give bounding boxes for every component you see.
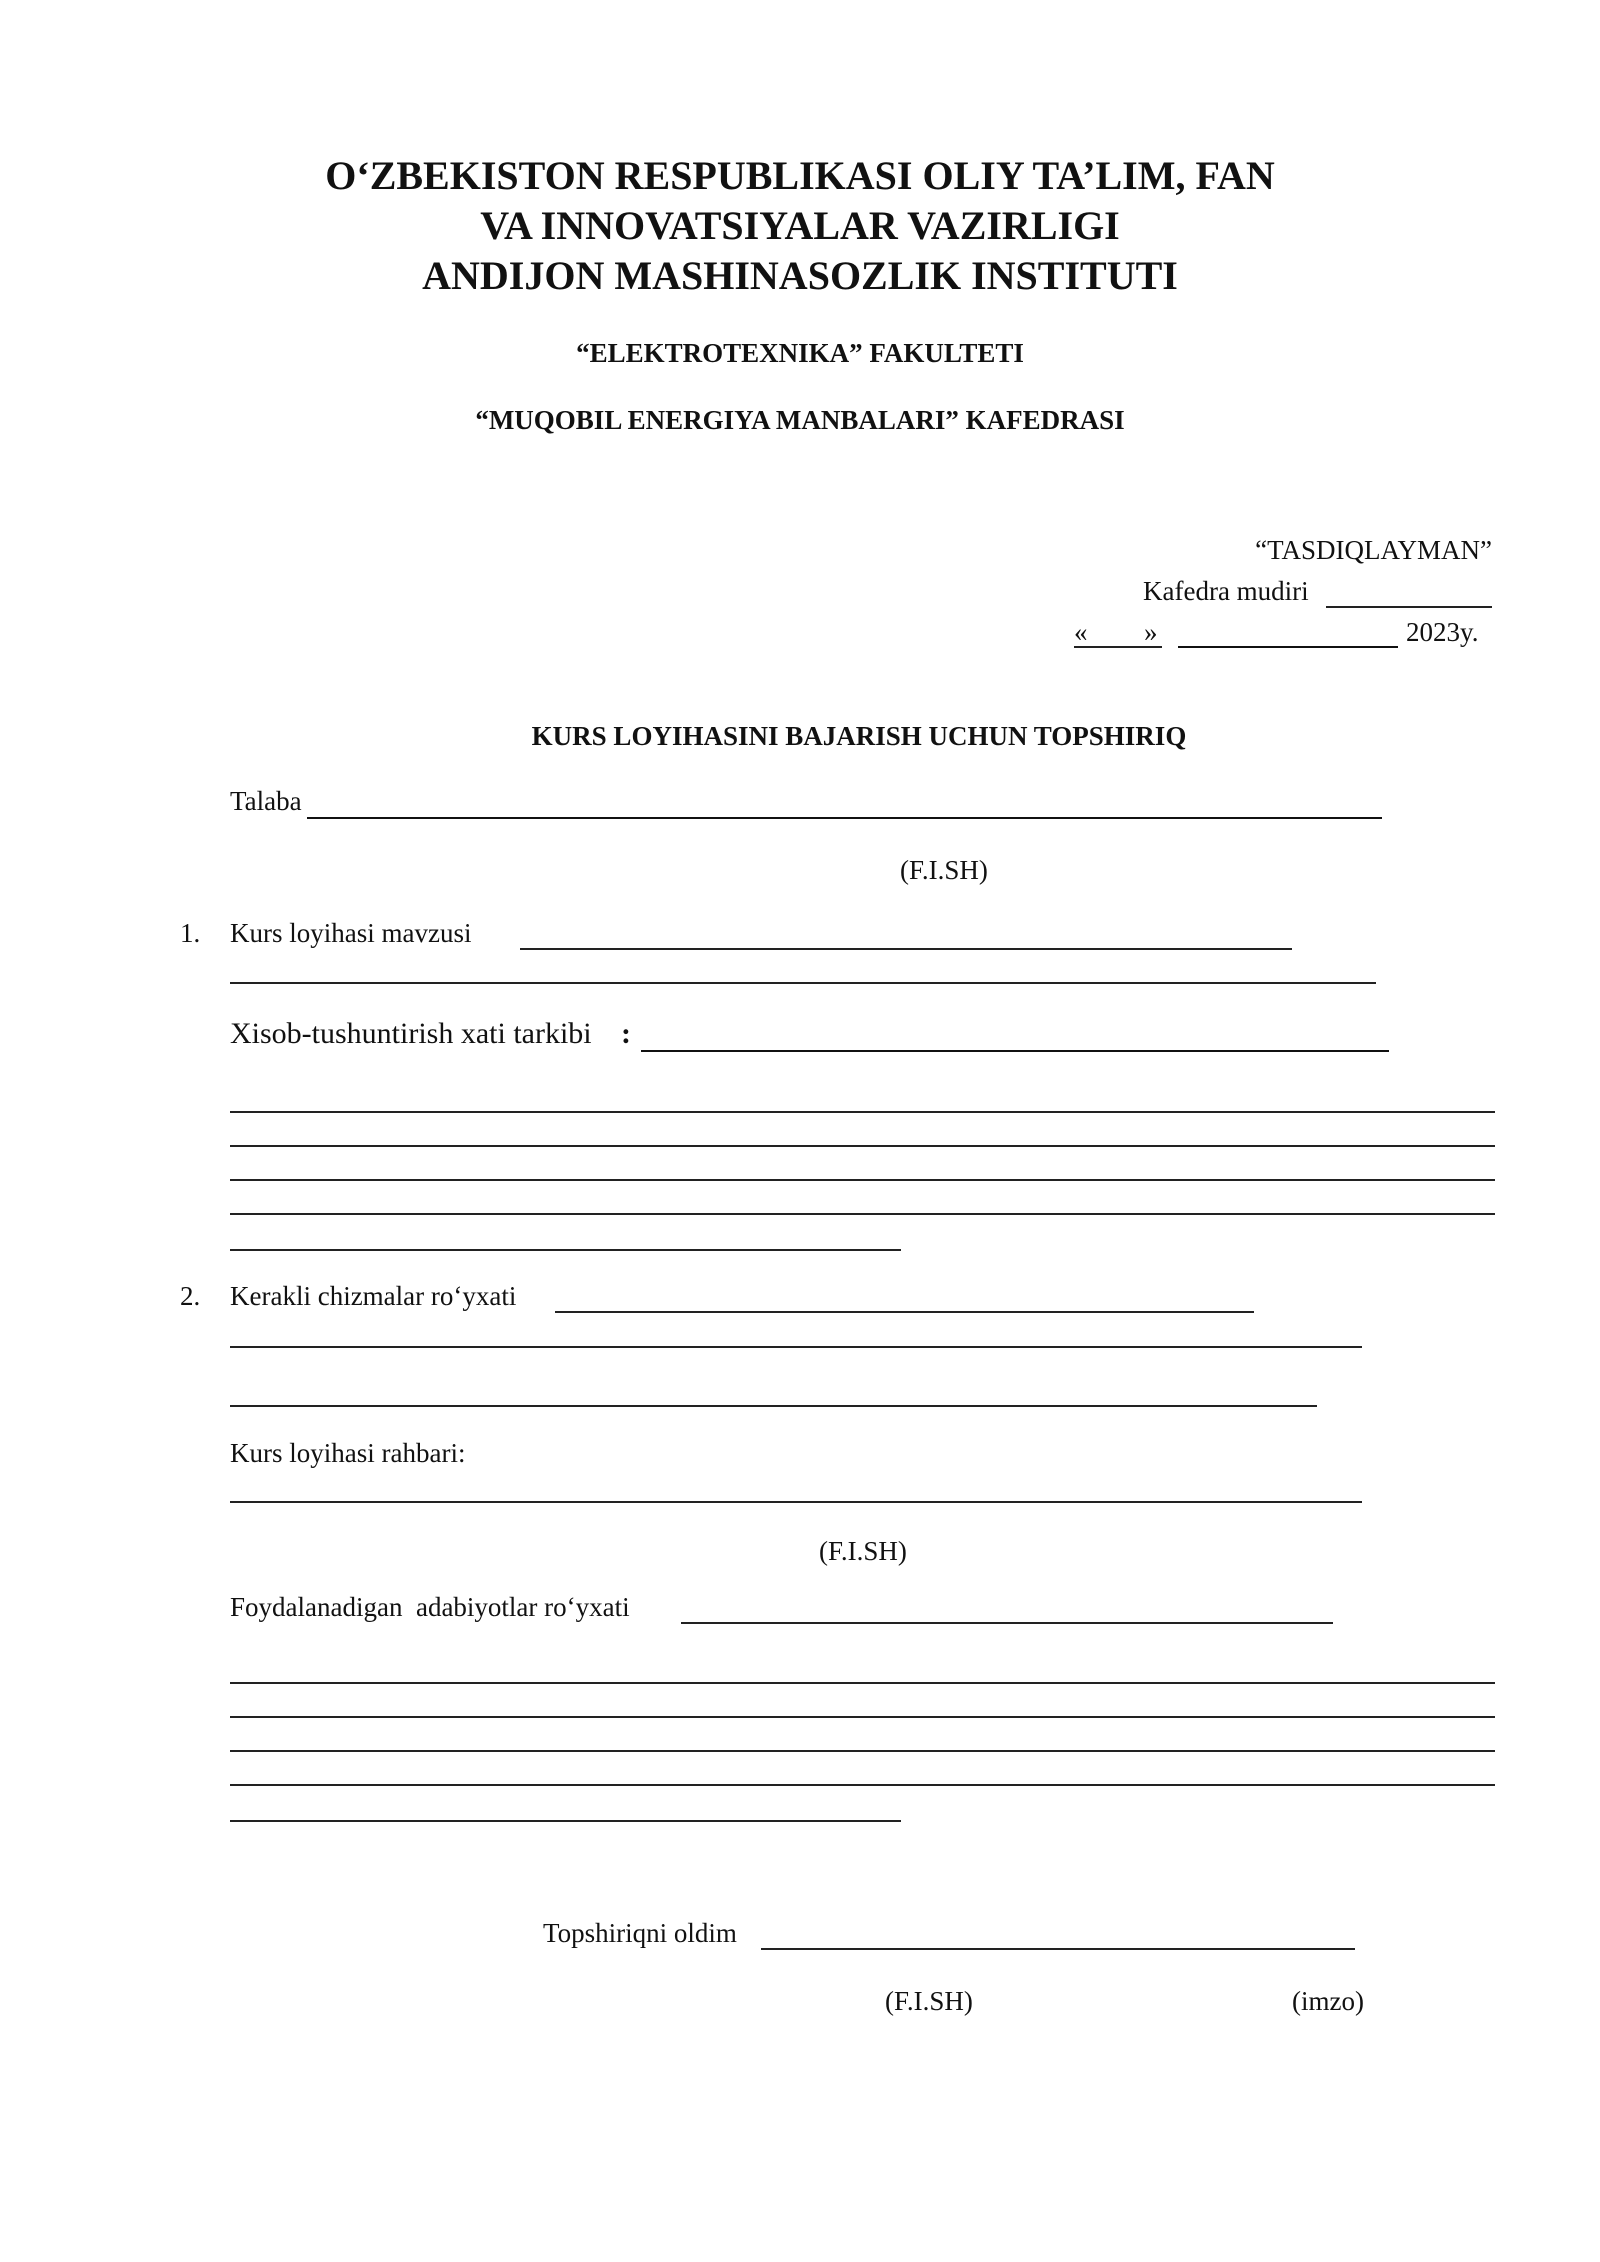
report-label: Xisob-tushuntirish xati tarkibi <box>230 1017 592 1050</box>
head-of-department-line[interactable] <box>1326 606 1492 608</box>
received-line[interactable] <box>761 1948 1355 1950</box>
item1-topic-line[interactable] <box>520 948 1292 950</box>
form-title: KURS LOYIHASINI BAJARISH UCHUN TOPSHIRIQ <box>531 721 1187 751</box>
drawings-line-3[interactable] <box>230 1405 1317 1407</box>
ministry-title-line2: VA INNOVATSIYALAR VAZIRLIGI <box>480 203 1120 248</box>
head-of-department-label: Kafedra mudiri <box>1143 576 1309 606</box>
literature-line-5[interactable] <box>230 1820 901 1822</box>
received-fish-caption: (F.I.SH) <box>885 1986 973 2016</box>
date-close-quote: » <box>1144 617 1158 647</box>
report-line-2[interactable] <box>230 1145 1495 1147</box>
item1-topic-line-2[interactable] <box>230 982 1376 984</box>
student-label: Talaba <box>230 786 302 816</box>
approval-title: “TASDIQLAYMAN” <box>1255 535 1492 565</box>
supervisor-fish-caption: (F.I.SH) <box>819 1536 907 1566</box>
report-line-3[interactable] <box>230 1179 1495 1181</box>
literature-label: Foydalanadigan adabiyotlar ro‘yxati <box>230 1592 630 1622</box>
ministry-title-line1: O‘ZBEKISTON RESPUBLIKASI OLIY TA’LIM, FAN <box>325 153 1275 198</box>
department-title: “MUQOBIL ENERGIYA MANBALARI” KAFEDRASI <box>475 405 1125 435</box>
supervisor-name-line[interactable] <box>230 1501 1362 1503</box>
date-year: 2023y. <box>1406 617 1479 647</box>
literature-line-1[interactable] <box>230 1682 1495 1684</box>
literature-line[interactable] <box>681 1622 1333 1624</box>
report-line-4[interactable] <box>230 1213 1495 1215</box>
date-open-quote: « <box>1074 617 1088 647</box>
received-label: Topshiriqni oldim <box>543 1918 737 1948</box>
institute-title: ANDIJON MASHINASOZLIK INSTITUTI <box>422 253 1178 298</box>
date-day-line[interactable] <box>1074 646 1162 648</box>
item2-label: Kerakli chizmalar ro‘yxati <box>230 1281 517 1311</box>
report-line[interactable] <box>641 1050 1389 1052</box>
student-name-line[interactable] <box>307 817 1382 819</box>
faculty-title: “ELEKTROTEXNIKA” FAKULTETI <box>576 338 1024 368</box>
date-month-line[interactable] <box>1178 646 1398 648</box>
item1-label: Kurs loyihasi mavzusi <box>230 918 472 948</box>
report-line-1[interactable] <box>230 1111 1495 1113</box>
literature-line-3[interactable] <box>230 1750 1495 1752</box>
report-colon: : <box>621 1017 631 1050</box>
signature-caption: (imzo) <box>1292 1986 1364 2016</box>
drawings-line[interactable] <box>555 1311 1254 1313</box>
report-line-5[interactable] <box>230 1249 901 1251</box>
drawings-line-2[interactable] <box>230 1346 1362 1348</box>
literature-line-4[interactable] <box>230 1784 1495 1786</box>
item2-number: 2. <box>180 1281 201 1311</box>
literature-line-2[interactable] <box>230 1716 1495 1718</box>
item1-number: 1. <box>180 918 201 948</box>
student-fish-caption: (F.I.SH) <box>900 855 988 885</box>
supervisor-label: Kurs loyihasi rahbari: <box>230 1438 466 1468</box>
